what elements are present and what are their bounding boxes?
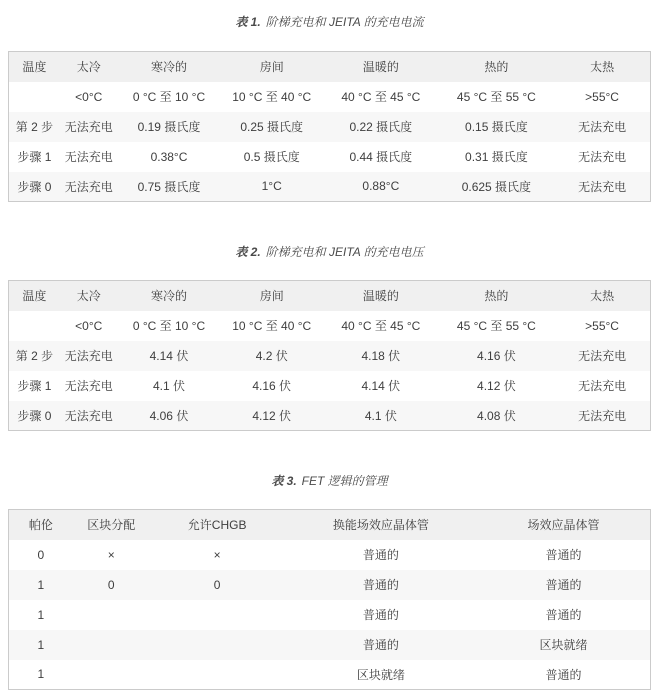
table-cell: >55°C [585, 318, 619, 333]
column-header: 场效应晶体管 [527, 518, 600, 533]
table-cell [150, 600, 285, 630]
table-cell: 0.625 摄氏度 [461, 179, 532, 194]
column-header: 允许CHGB [187, 518, 247, 533]
table1-title-label: 表 1. [235, 15, 261, 29]
table-cell [73, 630, 150, 660]
table-cell: 0.88°C [362, 179, 400, 194]
table-cell: 区块就绪 [356, 667, 405, 682]
column-header: 帕伦 [28, 518, 53, 533]
table-cell [9, 82, 60, 112]
table-cell: 1 [37, 577, 45, 592]
table-cell: 0 [37, 547, 45, 562]
table-charge-voltage [8, 280, 651, 431]
table-cell: 45 °C 至 55 °C [456, 90, 536, 104]
column-header: 寒冷的 [150, 289, 187, 304]
table-cell: 0.38°C [150, 149, 188, 164]
table-cell: 普通的 [545, 548, 582, 562]
table-cell: 0.19 摄氏度 [137, 120, 201, 134]
table-cell: 0.75 摄氏度 [137, 179, 201, 194]
table-cell: 普通的 [362, 548, 399, 562]
column-header: 温度 [22, 60, 47, 75]
table-cell: 0 [107, 577, 115, 592]
table-cell: 无法充电 [64, 150, 113, 164]
table-cell: × [107, 547, 115, 562]
table-cell: 区块就绪 [539, 638, 588, 652]
table-cell: 4.06 伏 [149, 408, 189, 423]
table-row [9, 570, 651, 600]
table-charge-current [8, 51, 651, 202]
table-cell: 无法充电 [64, 179, 113, 194]
table-row [9, 82, 651, 112]
table-row [9, 142, 651, 172]
table-cell: 40 °C 至 45 °C [341, 319, 421, 333]
table-cell: 4.1 伏 [152, 379, 185, 393]
table-row [9, 371, 651, 401]
table-cell: 0 °C 至 10 °C [132, 90, 206, 104]
table-cell [9, 311, 60, 341]
column-header: 换能场效应晶体管 [332, 518, 429, 533]
table-cell: 4.08 伏 [477, 408, 516, 423]
column-header: 寒冷的 [150, 60, 187, 75]
table-cell: 无法充电 [578, 179, 627, 194]
table-cell: 0.25 摄氏度 [240, 120, 304, 134]
table3-title [8, 472, 651, 489]
table-cell: 10 °C 至 40 °C [232, 319, 312, 333]
table-cell: 步骤 0 [17, 179, 52, 194]
header-row [9, 510, 651, 540]
table-cell: 10 °C 至 40 °C [232, 90, 312, 104]
table-cell: 步骤 0 [17, 408, 52, 423]
table-cell: 步骤 1 [17, 379, 52, 393]
table-cell: 普通的 [545, 608, 582, 622]
column-header: 太冷 [76, 289, 101, 304]
table-cell: 步骤 1 [17, 150, 52, 164]
table-cell: 普通的 [545, 578, 582, 592]
table-cell: 无法充电 [578, 349, 627, 363]
column-header: 太冷 [76, 60, 101, 75]
table-cell: 普通的 [362, 638, 399, 652]
table-cell: 第 2 步 [15, 120, 54, 134]
table1-title [8, 0, 651, 30]
column-header: 温暖的 [362, 60, 399, 75]
table-cell: <0°C [75, 89, 103, 104]
table-row [9, 172, 651, 202]
table-cell: 无法充电 [578, 150, 627, 164]
column-header: 区块分配 [87, 518, 136, 533]
table-cell [150, 630, 285, 660]
table-cell: 40 °C 至 45 °C [341, 90, 421, 104]
table-row [9, 600, 651, 630]
table-cell: 普通的 [362, 608, 399, 622]
table-cell: 1 [37, 637, 45, 652]
header-row [9, 52, 651, 82]
table-cell: 0.15 摄氏度 [465, 120, 528, 134]
table-cell [73, 660, 150, 690]
table-cell: <0°C [75, 318, 103, 333]
table-cell: 无法充电 [64, 379, 113, 393]
column-header: 热的 [484, 60, 509, 75]
table-cell: 1°C [261, 179, 282, 194]
table2-title-label: 表 2. [235, 245, 261, 259]
table-cell: 无法充电 [64, 408, 113, 423]
table-cell: 普通的 [545, 667, 582, 682]
table-cell: 1 [37, 607, 45, 622]
table2-title-text: 阶梯充电和 JEITA 的充电电压 [265, 245, 424, 259]
table-row [9, 630, 651, 660]
table1-title-text: 阶梯充电和 JEITA 的充电电流 [265, 15, 424, 29]
table-cell: 0.5 摄氏度 [243, 150, 300, 164]
table-cell: 4.16 伏 [477, 349, 516, 363]
column-header: 热的 [484, 289, 509, 304]
table-row [9, 401, 651, 431]
table-cell: × [213, 547, 221, 562]
column-header: 温暖的 [362, 289, 399, 304]
table-cell: >55°C [585, 89, 619, 104]
column-header: 太热 [590, 60, 615, 75]
table-cell: 0.31 摄氏度 [465, 150, 528, 164]
column-header: 房间 [259, 289, 284, 304]
table-row [9, 540, 651, 570]
table-row [9, 341, 651, 371]
table-cell: 4.14 伏 [149, 349, 189, 363]
table-cell: 4.1 伏 [364, 408, 397, 423]
table-cell: 无法充电 [578, 379, 627, 393]
table-cell: 0 °C 至 10 °C [132, 319, 206, 333]
table-row [9, 112, 651, 142]
table-cell: 4.16 伏 [252, 379, 292, 393]
column-header: 房间 [259, 60, 284, 75]
table3-title-label: 表 3. [271, 474, 297, 488]
table-row [9, 660, 651, 690]
table2-title [8, 243, 651, 260]
table-cell: 无法充电 [578, 120, 627, 134]
column-header: 太热 [590, 289, 615, 304]
table-cell: 无法充电 [578, 408, 627, 423]
table-cell: 4.18 伏 [361, 349, 401, 363]
table-cell: 普通的 [362, 578, 399, 592]
table-cell: 0.44 摄氏度 [349, 150, 413, 164]
table-row [9, 311, 651, 341]
table-cell: 0.22 摄氏度 [349, 120, 413, 134]
table-cell [73, 600, 150, 630]
table-cell: 1 [37, 667, 45, 682]
header-row [9, 281, 651, 311]
table-cell: 无法充电 [64, 120, 113, 134]
table-cell: 4.12 伏 [252, 408, 292, 423]
table-cell: 4.14 伏 [361, 379, 401, 393]
table-cell: 第 2 步 [15, 349, 54, 363]
table-cell: 4.2 伏 [255, 349, 288, 363]
table-cell: 4.12 伏 [477, 379, 516, 393]
column-header: 温度 [22, 289, 47, 304]
table-cell: 无法充电 [64, 349, 113, 363]
table-cell [150, 660, 285, 690]
table-fet-logic [8, 509, 651, 690]
table3-title-text: FET 逻辑的管理 [301, 474, 388, 488]
table-cell: 45 °C 至 55 °C [456, 319, 536, 333]
table-cell: 0 [213, 577, 221, 592]
